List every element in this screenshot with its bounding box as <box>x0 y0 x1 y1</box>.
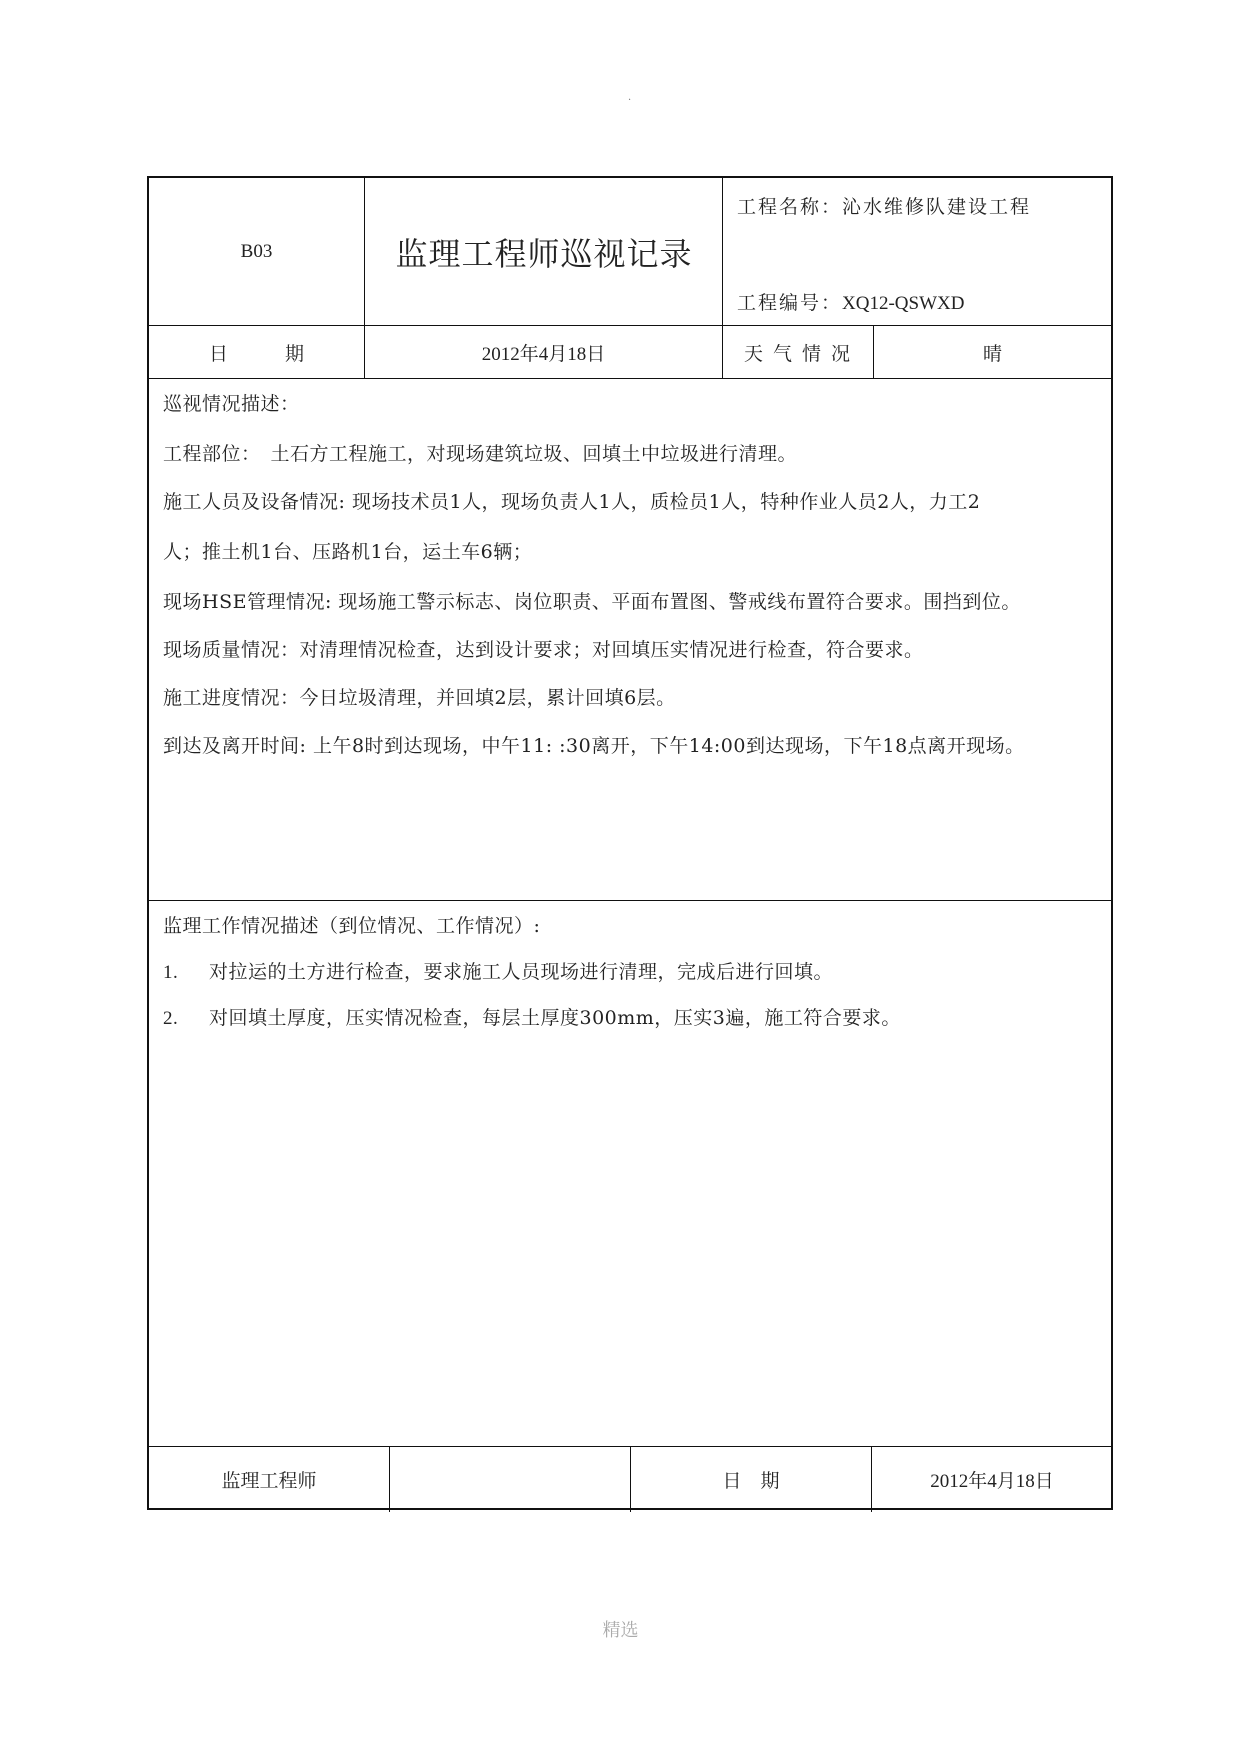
inspection-line: 施工人员及设备情况: 现场技术员1人，现场负责人1人，质检员1人，特种作业人员2人，力工2 <box>163 491 981 513</box>
form-header-row <box>149 178 1111 326</box>
supervision-heading: 监理工作情况描述（到位情况、工作情况）: <box>163 915 541 937</box>
project-number <box>737 288 964 315</box>
inspection-line: 现场HSE管理情况: 现场施工警示标志、岗位职责、平面布置图、警戒线布置符合要求。围挡到位。 <box>163 591 1021 613</box>
date-weather-row <box>149 325 1111 379</box>
date-value: 2012年4月18日 <box>481 344 606 365</box>
project-number-label: 工程编号： <box>737 292 843 314</box>
form-code: B03 <box>240 241 273 262</box>
item-number: 2. <box>163 1008 179 1029</box>
supervision-item <box>163 1005 1101 1032</box>
project-number-value: XQ12-QSWXD <box>842 293 965 314</box>
weather-label: 天 气 情 况 <box>743 343 853 365</box>
weather-value: 晴 <box>982 343 1002 365</box>
inspection-line: 现场质量情况：对清理情况检查，达到设计要求；对回填压实情况进行检查，符合要求。 <box>163 639 924 661</box>
inspection-line: 工程部位： 土石方工程施工，对现场建筑垃圾、回填土中垃圾进行清理。 <box>163 443 798 465</box>
inspection-line: 施工进度情况：今日垃圾清理，并回填2层，累计回填6层。 <box>163 687 676 709</box>
inspection-line: 到达及离开时间: 上午8时到达现场，中午11: :30离开，下午14:00到达现场，下午18点离开现场。 <box>163 735 1025 757</box>
inspection-section <box>149 378 1111 900</box>
inspection-heading: 巡视情况描述： <box>163 393 300 415</box>
item-text: 对拉运的土方进行检查，要求施工人员现场进行清理，完成后进行回填。 <box>209 961 834 983</box>
signature-row <box>149 1446 1111 1512</box>
date-label: 日 期 <box>208 343 304 365</box>
sign-date-label: 日 期 <box>722 1469 780 1492</box>
engineer-label: 监理工程师 <box>221 1469 317 1492</box>
item-number: 1. <box>163 962 179 983</box>
supervision-item <box>163 959 1101 986</box>
sign-date-value: 2012年4月18日 <box>930 1470 1054 1492</box>
project-name-value: 沁水维修队建设工程 <box>842 196 1032 218</box>
engineer-signature <box>390 1447 630 1511</box>
divider <box>722 178 723 326</box>
item-text: 对回填土厚度，压实情况检查，每层土厚度300mm，压实3遍，施工符合要求。 <box>209 1007 901 1029</box>
project-name-label: 工程名称： <box>737 196 843 218</box>
header-dot: . <box>628 92 632 103</box>
project-name <box>737 192 1031 219</box>
form-title: 监理工程师巡视记录 <box>395 235 693 273</box>
inspection-record-form <box>147 176 1113 1510</box>
inspection-line: 人；推土机1台、压路机1台，运土车6辆； <box>163 541 533 563</box>
supervision-section <box>149 900 1111 1446</box>
footer-mark: 精选 <box>602 1620 639 1641</box>
